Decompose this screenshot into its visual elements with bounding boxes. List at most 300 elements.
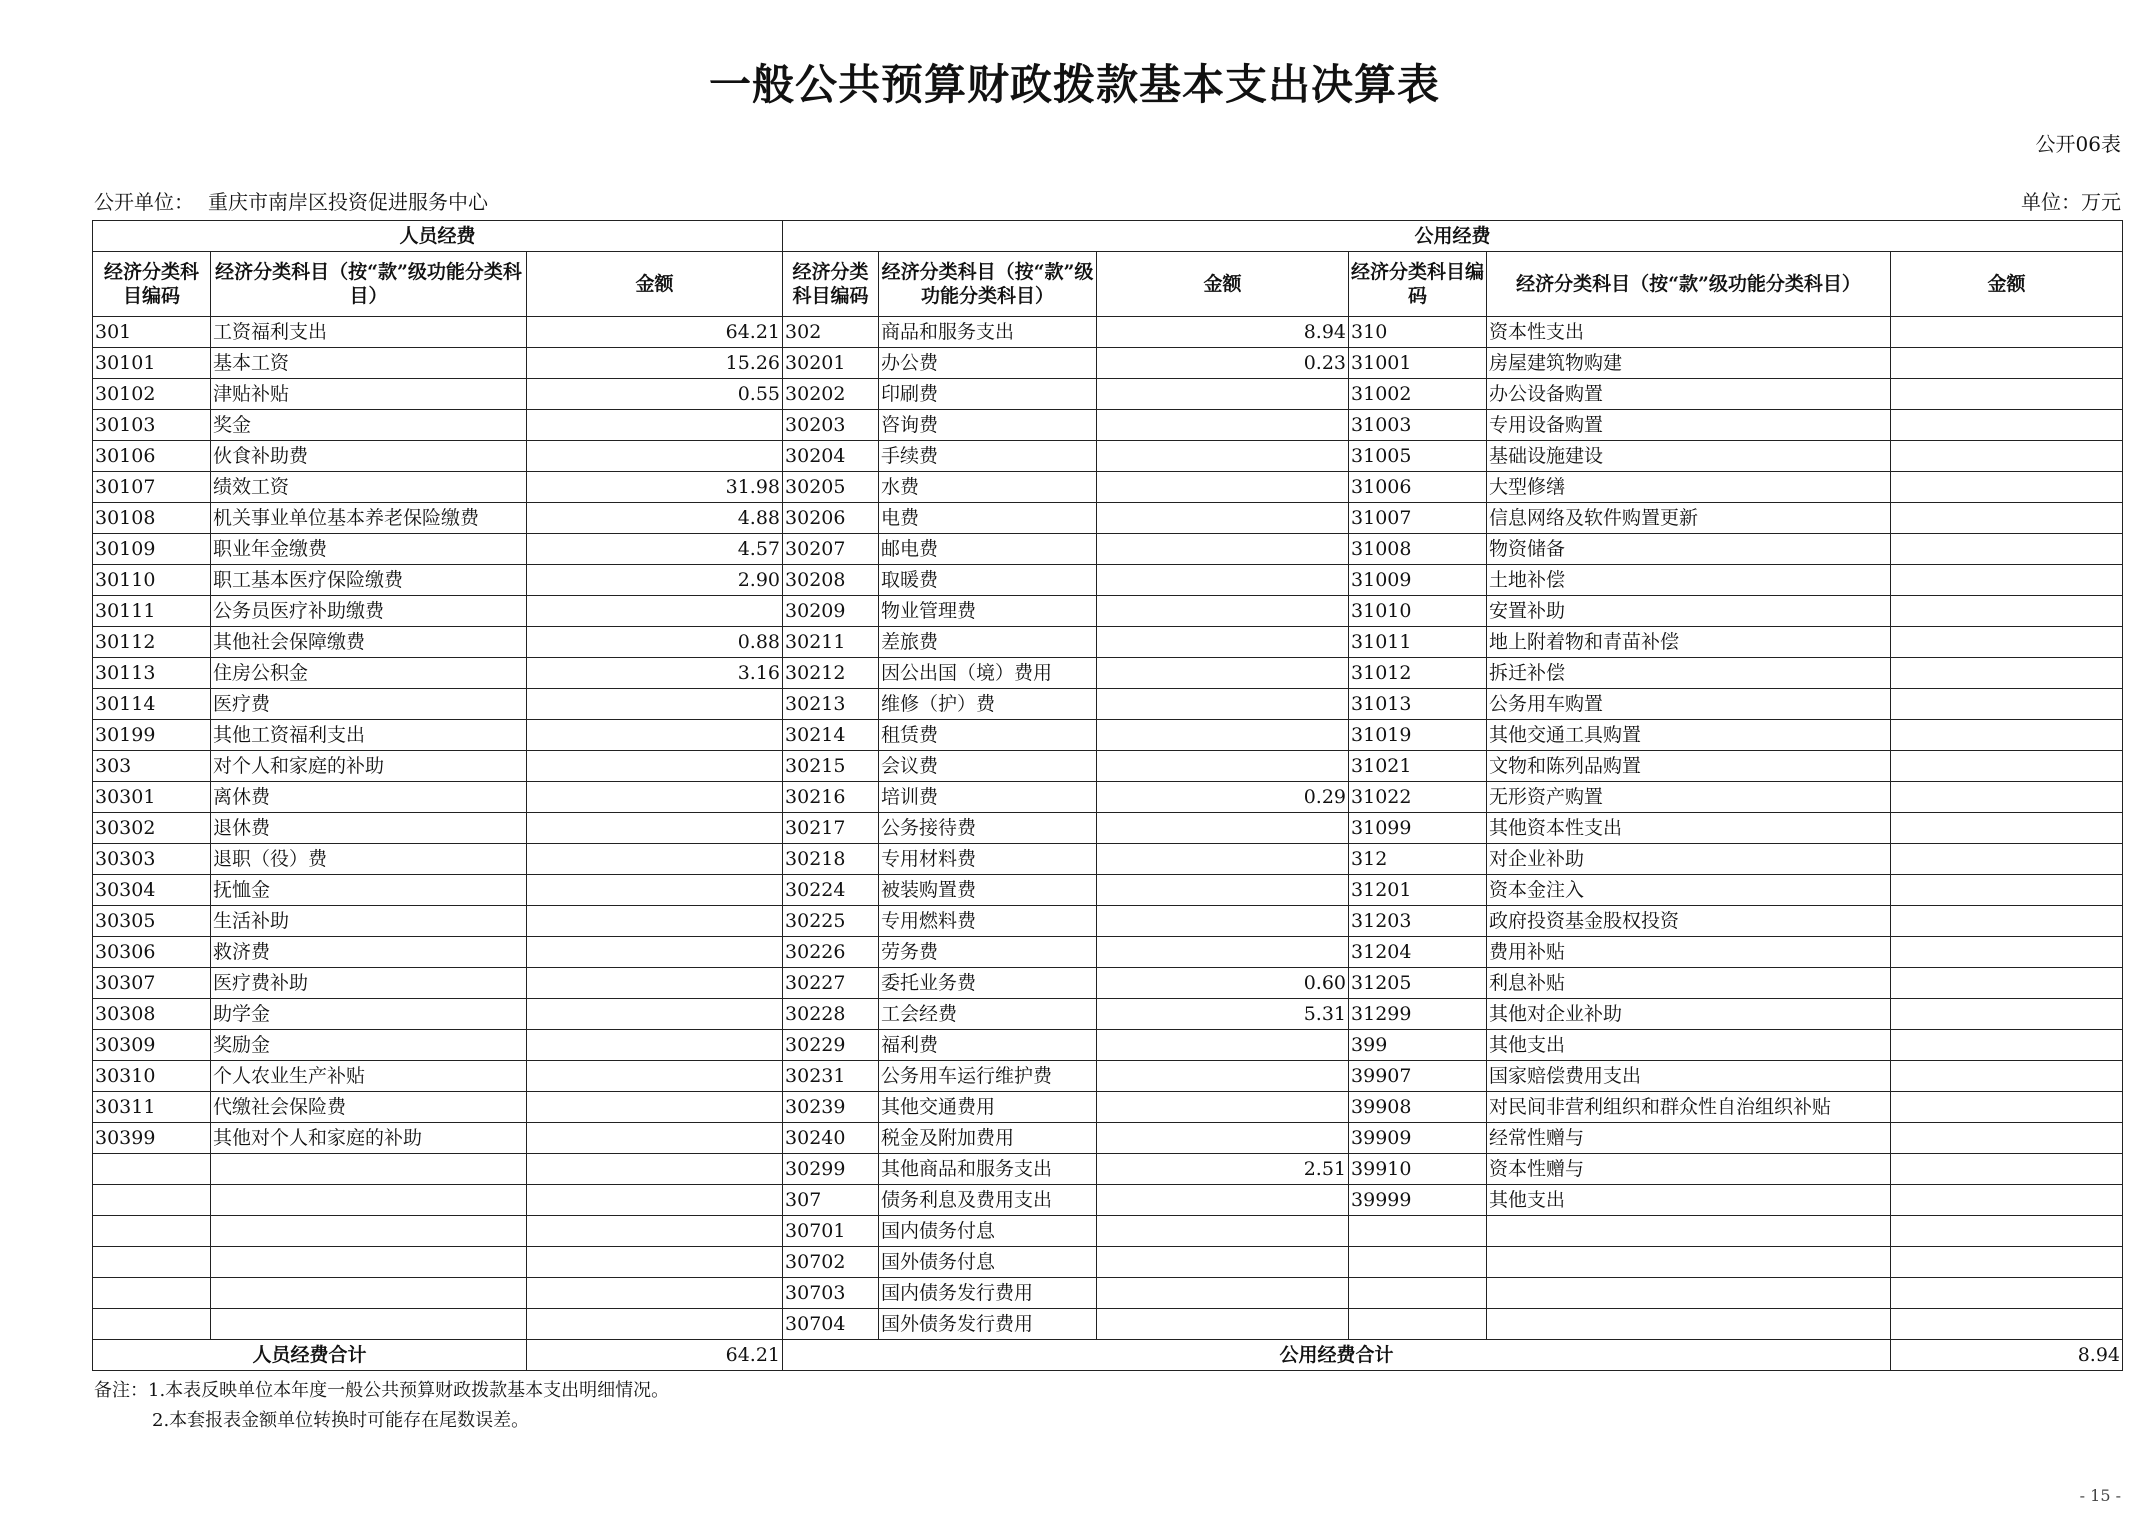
cell-code: 30213 — [783, 689, 879, 720]
cell-amount — [1891, 720, 2123, 751]
col-amount-1: 金额 — [527, 252, 783, 317]
cell-code: 301 — [93, 317, 211, 348]
cell-code — [93, 1247, 211, 1278]
cell-code: 30202 — [783, 379, 879, 410]
cell-name: 税金及附加费用 — [879, 1123, 1097, 1154]
cell-amount — [527, 782, 783, 813]
cell-name — [1487, 1278, 1891, 1309]
cell-name: 住房公积金 — [211, 658, 527, 689]
cell-code: 30224 — [783, 875, 879, 906]
cell-code — [93, 1278, 211, 1309]
cell-name: 医疗费补助 — [211, 968, 527, 999]
cell-amount — [1097, 1123, 1349, 1154]
cell-amount — [1891, 565, 2123, 596]
cell-amount — [1891, 689, 2123, 720]
col-code-2: 经济分类科目编码 — [783, 252, 879, 317]
table-row — [93, 720, 2123, 751]
cell-name: 被装购置费 — [879, 875, 1097, 906]
cell-name: 其他交通工具购置 — [1487, 720, 1891, 751]
cell-name: 其他对个人和家庭的补助 — [211, 1123, 527, 1154]
cell-amount — [1097, 1309, 1349, 1340]
col-code-1: 经济分类科目编码 — [93, 252, 211, 317]
cell-code: 399 — [1349, 1030, 1487, 1061]
cell-code: 30199 — [93, 720, 211, 751]
cell-code: 30212 — [783, 658, 879, 689]
cell-code — [1349, 1278, 1487, 1309]
cell-name: 其他工资福利支出 — [211, 720, 527, 751]
cell-amount — [1891, 844, 2123, 875]
cell-name: 救济费 — [211, 937, 527, 968]
cell-amount — [1097, 1278, 1349, 1309]
table-row — [93, 658, 2123, 689]
cell-code — [93, 1185, 211, 1216]
col-name-2: 经济分类科目（按“款”级功能分类科目） — [879, 252, 1097, 317]
cell-name: 无形资产购置 — [1487, 782, 1891, 813]
cell-code: 312 — [1349, 844, 1487, 875]
cell-name: 费用补贴 — [1487, 937, 1891, 968]
cell-name: 公务用车运行维护费 — [879, 1061, 1097, 1092]
cell-code: 30203 — [783, 410, 879, 441]
table-row — [93, 379, 2123, 410]
cell-name: 助学金 — [211, 999, 527, 1030]
cell-code: 39909 — [1349, 1123, 1487, 1154]
cell-amount — [1891, 534, 2123, 565]
cell-amount — [1097, 1185, 1349, 1216]
cell-amount — [1891, 441, 2123, 472]
cell-code: 31099 — [1349, 813, 1487, 844]
cell-code: 30307 — [93, 968, 211, 999]
cell-name: 其他对企业补助 — [1487, 999, 1891, 1030]
cell-name: 奖金 — [211, 410, 527, 441]
cell-amount — [527, 1030, 783, 1061]
table-row — [93, 348, 2123, 379]
page-title: 一般公共预算财政拨款基本支出决算表 — [708, 60, 1440, 109]
cell-amount: 5.31 — [1097, 999, 1349, 1030]
cell-amount: 15.26 — [527, 348, 783, 379]
cell-code: 39910 — [1349, 1154, 1487, 1185]
cell-name: 文物和陈列品购置 — [1487, 751, 1891, 782]
cell-code: 30112 — [93, 627, 211, 658]
cell-name: 经常性赠与 — [1487, 1123, 1891, 1154]
cell-name: 绩效工资 — [211, 472, 527, 503]
cell-name: 基础设施建设 — [1487, 441, 1891, 472]
cell-code: 31001 — [1349, 348, 1487, 379]
cell-name: 公务员医疗补助缴费 — [211, 596, 527, 627]
cell-amount: 0.23 — [1097, 348, 1349, 379]
cell-name — [211, 1278, 527, 1309]
cell-name: 办公设备购置 — [1487, 379, 1891, 410]
cell-amount — [527, 1216, 783, 1247]
cell-code: 30303 — [93, 844, 211, 875]
cell-name — [1487, 1309, 1891, 1340]
cell-name: 医疗费 — [211, 689, 527, 720]
reporting-unit — [94, 186, 488, 215]
table-row — [93, 751, 2123, 782]
cell-name: 对企业补助 — [1487, 844, 1891, 875]
table-row — [93, 937, 2123, 968]
cell-name: 基本工资 — [211, 348, 527, 379]
cell-amount — [1097, 1092, 1349, 1123]
cell-name: 生活补助 — [211, 906, 527, 937]
cell-name: 土地补偿 — [1487, 565, 1891, 596]
cell-code: 30305 — [93, 906, 211, 937]
cell-amount — [1097, 534, 1349, 565]
cell-amount — [1097, 1247, 1349, 1278]
col-name-3: 经济分类科目（按“款”级功能分类科目） — [1487, 252, 1891, 317]
cell-name: 其他商品和服务支出 — [879, 1154, 1097, 1185]
cell-amount — [527, 1092, 783, 1123]
cell-amount — [1891, 906, 2123, 937]
cell-name: 大型修缮 — [1487, 472, 1891, 503]
cell-code: 30229 — [783, 1030, 879, 1061]
cell-name: 房屋建筑物购建 — [1487, 348, 1891, 379]
cell-code: 31009 — [1349, 565, 1487, 596]
cell-code: 31010 — [1349, 596, 1487, 627]
cell-code: 30231 — [783, 1061, 879, 1092]
cell-name: 地上附着物和青苗补偿 — [1487, 627, 1891, 658]
cell-amount: 2.90 — [527, 565, 783, 596]
table-row — [93, 1309, 2123, 1340]
cell-code: 31008 — [1349, 534, 1487, 565]
table-row — [93, 1278, 2123, 1309]
cell-amount — [1097, 472, 1349, 503]
cell-code — [93, 1154, 211, 1185]
cell-code: 30106 — [93, 441, 211, 472]
cell-name: 资本性赠与 — [1487, 1154, 1891, 1185]
cell-amount — [1097, 379, 1349, 410]
cell-name — [211, 1154, 527, 1185]
cell-name: 资本性支出 — [1487, 317, 1891, 348]
cell-code: 30107 — [93, 472, 211, 503]
table-row — [93, 1185, 2123, 1216]
cell-amount — [1891, 937, 2123, 968]
cell-amount — [1891, 317, 2123, 348]
cell-code: 307 — [783, 1185, 879, 1216]
cell-name: 工会经费 — [879, 999, 1097, 1030]
cell-name: 其他资本性支出 — [1487, 813, 1891, 844]
cell-name: 利息补贴 — [1487, 968, 1891, 999]
cell-amount — [527, 906, 783, 937]
cell-amount — [527, 1278, 783, 1309]
cell-code: 30301 — [93, 782, 211, 813]
cell-code: 30399 — [93, 1123, 211, 1154]
cell-code: 303 — [93, 751, 211, 782]
cell-code: 31203 — [1349, 906, 1487, 937]
cell-amount — [1891, 968, 2123, 999]
cell-name: 委托业务费 — [879, 968, 1097, 999]
cell-amount — [1891, 875, 2123, 906]
cell-name: 安置补助 — [1487, 596, 1891, 627]
cell-code: 30103 — [93, 410, 211, 441]
cell-code: 39999 — [1349, 1185, 1487, 1216]
cell-name: 拆迁补偿 — [1487, 658, 1891, 689]
cell-amount — [1891, 1247, 2123, 1278]
cell-name: 资本金注入 — [1487, 875, 1891, 906]
cell-code: 302 — [783, 317, 879, 348]
cell-code: 30108 — [93, 503, 211, 534]
cell-code: 30101 — [93, 348, 211, 379]
cell-name: 物业管理费 — [879, 596, 1097, 627]
cell-amount — [527, 999, 783, 1030]
cell-name: 工资福利支出 — [211, 317, 527, 348]
cell-amount — [1097, 627, 1349, 658]
table-row — [93, 968, 2123, 999]
cell-code: 31019 — [1349, 720, 1487, 751]
cell-name: 差旅费 — [879, 627, 1097, 658]
table-row — [93, 906, 2123, 937]
cell-amount: 0.55 — [527, 379, 783, 410]
table-row — [93, 844, 2123, 875]
cell-amount: 0.29 — [1097, 782, 1349, 813]
cell-name: 手续费 — [879, 441, 1097, 472]
table-row — [93, 689, 2123, 720]
public-total-value: 8.94 — [1891, 1340, 2123, 1371]
cell-amount — [1891, 1154, 2123, 1185]
cell-name: 取暖费 — [879, 565, 1097, 596]
cell-code: 30205 — [783, 472, 879, 503]
cell-name — [211, 1309, 527, 1340]
cell-amount — [1891, 1185, 2123, 1216]
public-header: 公用经费 — [783, 221, 2123, 252]
cell-name: 职工基本医疗保险缴费 — [211, 565, 527, 596]
personnel-header: 人员经费 — [93, 221, 783, 252]
cell-code: 30217 — [783, 813, 879, 844]
table-row — [93, 1123, 2123, 1154]
cell-code: 30102 — [93, 379, 211, 410]
cell-code: 31022 — [1349, 782, 1487, 813]
cell-code: 30215 — [783, 751, 879, 782]
cell-code: 30704 — [783, 1309, 879, 1340]
cell-amount — [1097, 596, 1349, 627]
table-row — [93, 410, 2123, 441]
cell-name: 其他支出 — [1487, 1185, 1891, 1216]
cell-name: 其他支出 — [1487, 1030, 1891, 1061]
cell-amount — [1891, 782, 2123, 813]
cell-name: 伙食补助费 — [211, 441, 527, 472]
cell-amount — [527, 1154, 783, 1185]
table-row — [93, 534, 2123, 565]
cell-amount — [527, 875, 783, 906]
cell-code: 30110 — [93, 565, 211, 596]
cell-code: 39907 — [1349, 1061, 1487, 1092]
cell-name: 职业年金缴费 — [211, 534, 527, 565]
cell-amount — [1891, 472, 2123, 503]
cell-amount: 4.88 — [527, 503, 783, 534]
cell-name: 公务接待费 — [879, 813, 1097, 844]
note-line-1: 备注：1.本表反映单位本年度一般公共预算财政拨款基本支出明细情况。 — [94, 1380, 670, 1401]
cell-amount: 3.16 — [527, 658, 783, 689]
reporting-unit-name: 重庆市南岸区投资促进服务中心 — [208, 190, 488, 214]
cell-code: 30299 — [783, 1154, 879, 1185]
cell-amount — [527, 410, 783, 441]
cell-name: 国内债务付息 — [879, 1216, 1097, 1247]
cell-name: 其他社会保障缴费 — [211, 627, 527, 658]
cell-name: 水费 — [879, 472, 1097, 503]
cell-name — [1487, 1247, 1891, 1278]
cell-code — [1349, 1247, 1487, 1278]
cell-name: 租赁费 — [879, 720, 1097, 751]
table-row — [93, 782, 2123, 813]
cell-name: 咨询费 — [879, 410, 1097, 441]
cell-amount: 64.21 — [527, 317, 783, 348]
cell-code: 30701 — [783, 1216, 879, 1247]
cell-code: 31012 — [1349, 658, 1487, 689]
cell-amount — [527, 1309, 783, 1340]
cell-name: 津贴补贴 — [211, 379, 527, 410]
reporting-unit-label: 公开单位： — [94, 190, 194, 214]
cell-code: 31002 — [1349, 379, 1487, 410]
cell-name — [211, 1216, 527, 1247]
table-row — [93, 1030, 2123, 1061]
cell-name: 信息网络及软件购置更新 — [1487, 503, 1891, 534]
cell-name: 代缴社会保险费 — [211, 1092, 527, 1123]
cell-code: 30240 — [783, 1123, 879, 1154]
cell-amount — [1097, 1216, 1349, 1247]
cell-amount — [1891, 1123, 2123, 1154]
cell-amount — [527, 813, 783, 844]
cell-amount — [527, 937, 783, 968]
cell-amount — [1097, 1061, 1349, 1092]
cell-name: 印刷费 — [879, 379, 1097, 410]
cell-code: 30302 — [93, 813, 211, 844]
cell-code: 30227 — [783, 968, 879, 999]
cell-name: 公务用车购置 — [1487, 689, 1891, 720]
cell-code: 31007 — [1349, 503, 1487, 534]
cell-code: 31011 — [1349, 627, 1487, 658]
cell-code: 30216 — [783, 782, 879, 813]
cell-amount — [1097, 441, 1349, 472]
cell-code: 39908 — [1349, 1092, 1487, 1123]
col-amount-2: 金额 — [1097, 252, 1349, 317]
cell-name: 物资储备 — [1487, 534, 1891, 565]
cell-code: 31205 — [1349, 968, 1487, 999]
cell-code: 30308 — [93, 999, 211, 1030]
page-number: - 15 - — [2079, 1486, 2121, 1505]
cell-amount — [1097, 1030, 1349, 1061]
cell-amount — [527, 1123, 783, 1154]
cell-name: 劳务费 — [879, 937, 1097, 968]
cell-name: 奖励金 — [211, 1030, 527, 1061]
cell-amount — [1891, 410, 2123, 441]
cell-code: 31021 — [1349, 751, 1487, 782]
cell-amount: 0.88 — [527, 627, 783, 658]
cell-name: 维修（护）费 — [879, 689, 1097, 720]
cell-amount — [1891, 627, 2123, 658]
table-row — [93, 503, 2123, 534]
cell-amount — [1891, 813, 2123, 844]
cell-name: 对个人和家庭的补助 — [211, 751, 527, 782]
cell-amount — [1097, 813, 1349, 844]
note-line-2: 2.本套报表金额单位转换时可能存在尾数误差。 — [152, 1410, 530, 1431]
col-code-3: 经济分类科目编码 — [1349, 252, 1487, 317]
cell-code: 31013 — [1349, 689, 1487, 720]
cell-code — [93, 1309, 211, 1340]
cell-amount — [1891, 1030, 2123, 1061]
cell-name: 其他交通费用 — [879, 1092, 1097, 1123]
cell-amount — [1891, 596, 2123, 627]
expenditure-table — [92, 220, 2123, 1371]
cell-code: 30211 — [783, 627, 879, 658]
cell-name: 国外债务发行费用 — [879, 1309, 1097, 1340]
cell-code — [1349, 1216, 1487, 1247]
cell-amount — [1891, 379, 2123, 410]
col-name-1: 经济分类科目（按“款”级功能分类科目） — [211, 252, 527, 317]
cell-code: 30207 — [783, 534, 879, 565]
cell-name: 政府投资基金股权投资 — [1487, 906, 1891, 937]
cell-code: 31005 — [1349, 441, 1487, 472]
cell-amount — [1891, 1092, 2123, 1123]
cell-name: 福利费 — [879, 1030, 1097, 1061]
cell-amount — [1891, 503, 2123, 534]
cell-code: 30111 — [93, 596, 211, 627]
cell-amount — [1891, 348, 2123, 379]
cell-code: 30109 — [93, 534, 211, 565]
table-body — [93, 317, 2123, 1340]
cell-amount — [1891, 1309, 2123, 1340]
cell-name: 邮电费 — [879, 534, 1097, 565]
cell-amount — [1097, 844, 1349, 875]
personnel-total-value: 64.21 — [527, 1340, 783, 1371]
cell-amount: 8.94 — [1097, 317, 1349, 348]
cell-code: 31299 — [1349, 999, 1487, 1030]
table-row — [93, 1247, 2123, 1278]
cell-name: 个人农业生产补贴 — [211, 1061, 527, 1092]
col-amount-3: 金额 — [1891, 252, 2123, 317]
cell-code: 31003 — [1349, 410, 1487, 441]
cell-amount — [1891, 658, 2123, 689]
table-row — [93, 1061, 2123, 1092]
cell-amount — [527, 968, 783, 999]
cell-name: 抚恤金 — [211, 875, 527, 906]
table-row — [93, 875, 2123, 906]
cell-amount — [1097, 689, 1349, 720]
cell-amount — [527, 1185, 783, 1216]
cell-code: 30309 — [93, 1030, 211, 1061]
cell-code: 30310 — [93, 1061, 211, 1092]
cell-name: 国外债务付息 — [879, 1247, 1097, 1278]
cell-code: 31204 — [1349, 937, 1487, 968]
cell-name: 离休费 — [211, 782, 527, 813]
cell-amount — [527, 1247, 783, 1278]
cell-amount — [1891, 1216, 2123, 1247]
cell-name: 专用设备购置 — [1487, 410, 1891, 441]
cell-amount — [527, 689, 783, 720]
cell-code: 30702 — [783, 1247, 879, 1278]
cell-name: 办公费 — [879, 348, 1097, 379]
cell-code: 30113 — [93, 658, 211, 689]
cell-name: 机关事业单位基本养老保险缴费 — [211, 503, 527, 534]
cell-name: 对民间非营利组织和群众性自治组织补贴 — [1487, 1092, 1891, 1123]
cell-code: 30214 — [783, 720, 879, 751]
cell-code: 30225 — [783, 906, 879, 937]
cell-code: 30228 — [783, 999, 879, 1030]
cell-amount — [1891, 751, 2123, 782]
cell-code: 310 — [1349, 317, 1487, 348]
cell-amount — [1097, 906, 1349, 937]
table-row — [93, 813, 2123, 844]
cell-amount — [1097, 658, 1349, 689]
cell-name: 退休费 — [211, 813, 527, 844]
cell-code: 30226 — [783, 937, 879, 968]
table-row — [93, 1154, 2123, 1185]
cell-amount — [1097, 503, 1349, 534]
cell-amount — [1097, 751, 1349, 782]
cell-amount — [1891, 999, 2123, 1030]
cell-amount — [527, 844, 783, 875]
cell-amount — [1097, 875, 1349, 906]
cell-name: 国家赔偿费用支出 — [1487, 1061, 1891, 1092]
personnel-total-label: 人员经费合计 — [93, 1340, 527, 1371]
